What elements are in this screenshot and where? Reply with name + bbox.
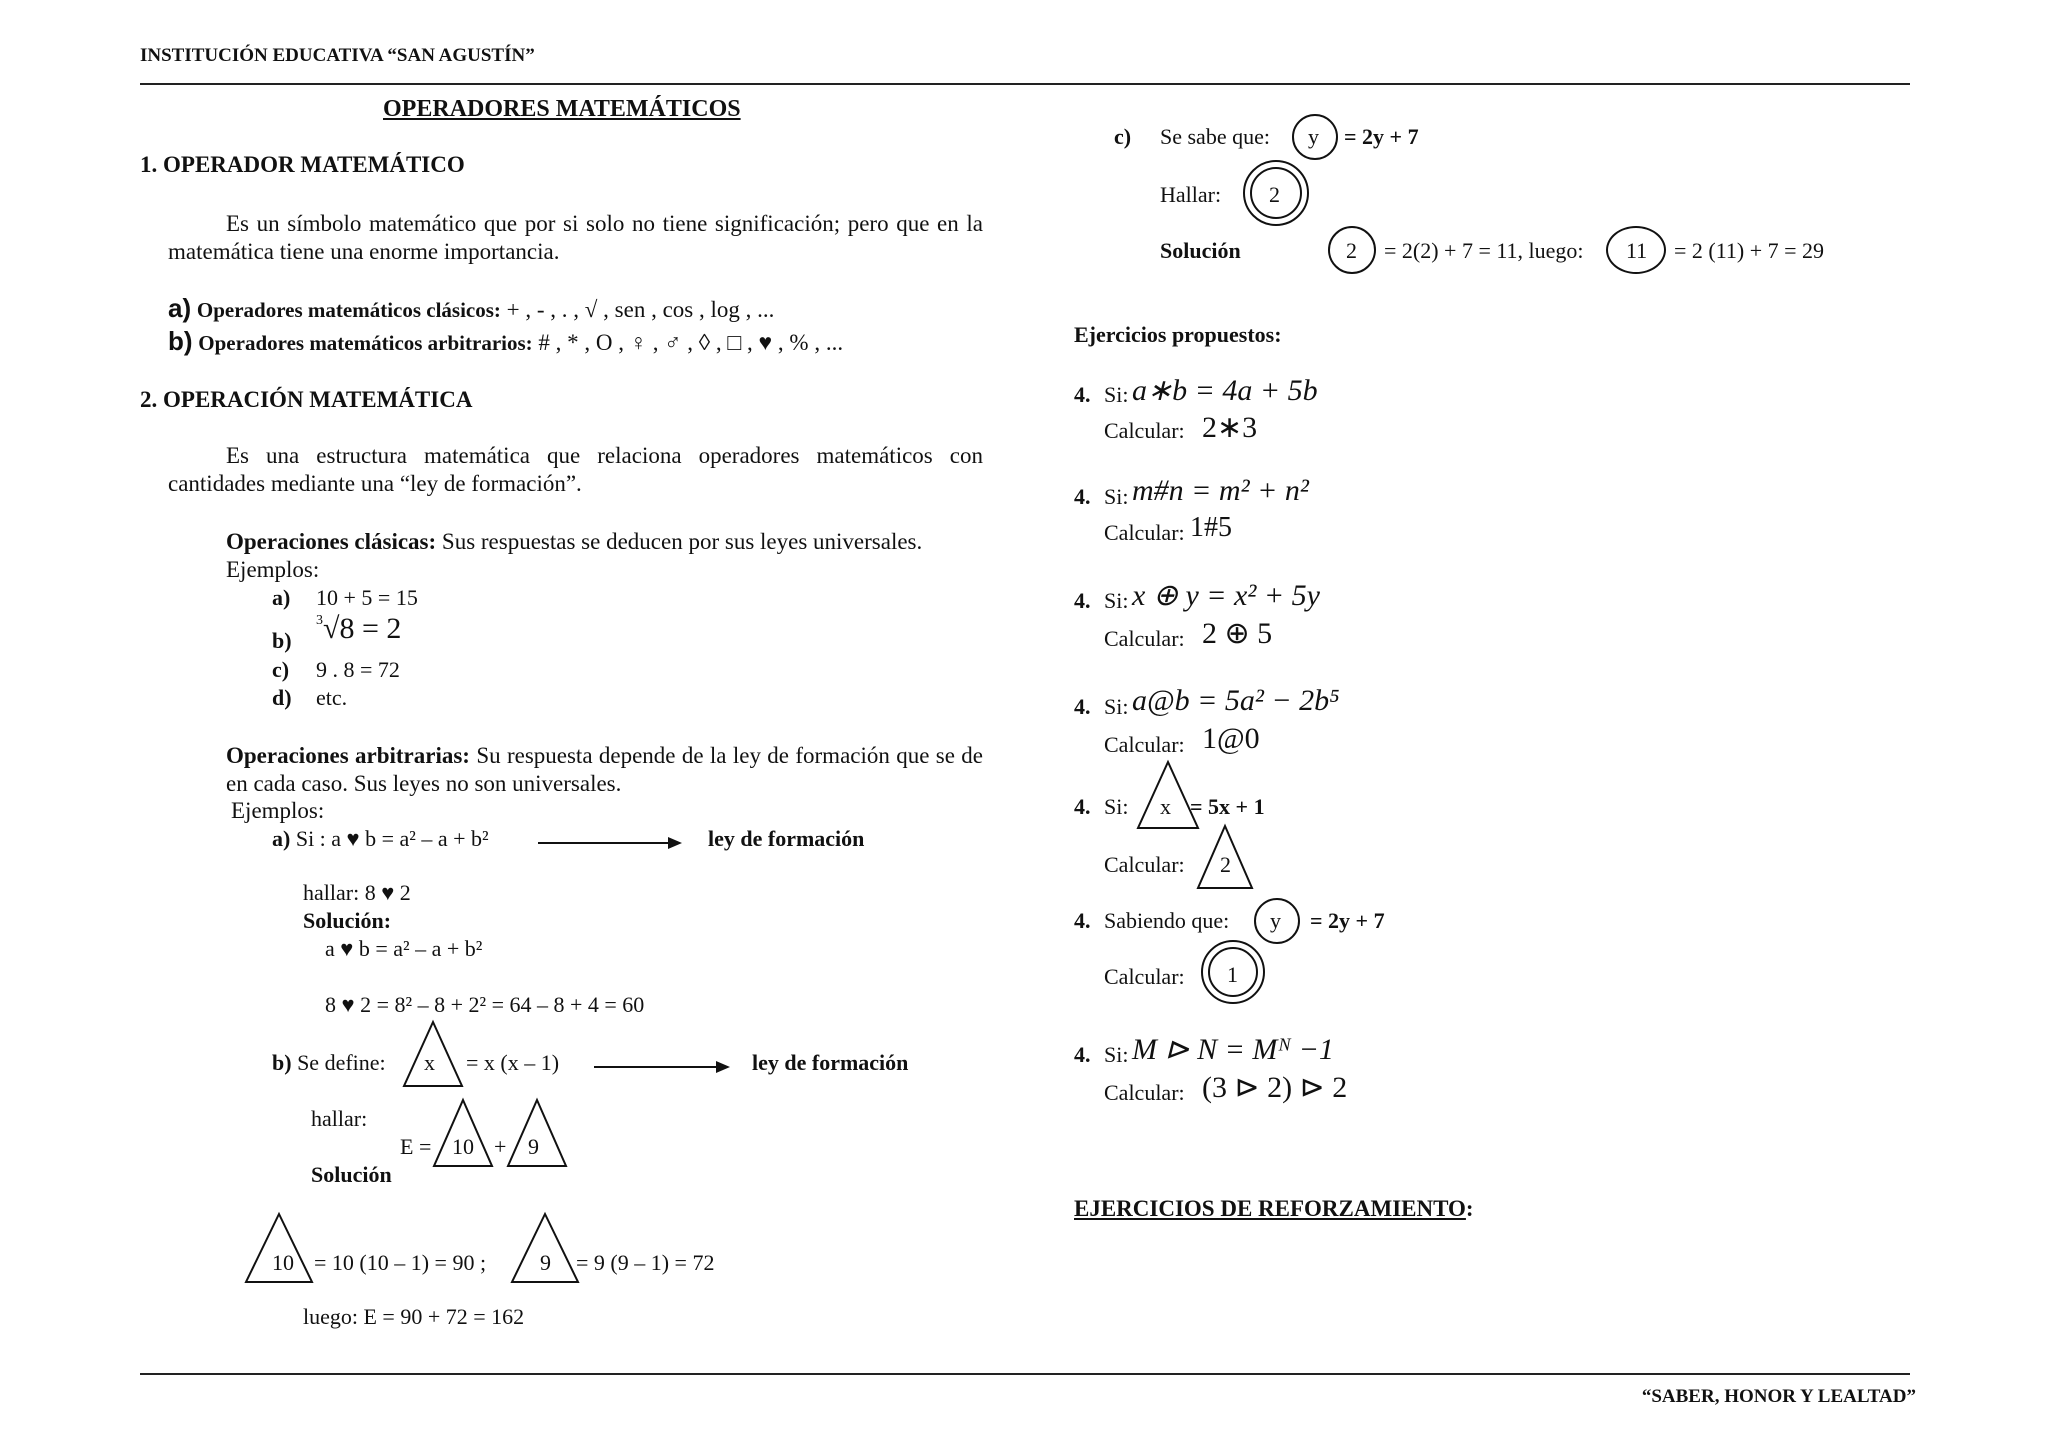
exercise-5-calc-n: 2: [1220, 852, 1231, 877]
exercise-3-definition: x ⊕ y = x² + 5y: [1132, 579, 1320, 612]
arrow-1-head-icon: [668, 837, 682, 849]
exercise-7-if: Si:: [1104, 1042, 1129, 1067]
law-label-2: ley de formación: [752, 1050, 909, 1075]
exercise-2-number: 4.: [1074, 484, 1091, 509]
example-b-cube-root: [316, 612, 401, 646]
e-equals: E =: [400, 1134, 432, 1159]
footer-motto: “SABER, HONOR Y LEALTAD”: [1641, 1386, 1916, 1407]
exercise-6-number: 4.: [1074, 908, 1091, 933]
exercise-1-calc-label: Calcular:: [1104, 418, 1185, 443]
arbitrary-operators-line: [168, 326, 843, 357]
institution-header: INSTITUCIÓN EDUCATIVA “SAN AGUSTÍN”: [140, 45, 535, 66]
solution-1-line-2: 8 ♥ 2 = 8² – 8 + 2² = 64 – 8 + 4 = 60: [325, 992, 645, 1017]
find-triangles: hallar:: [311, 1106, 368, 1131]
solution-triangle-10-label: 10: [272, 1250, 294, 1275]
classic-operations-text: Sus respuestas se deducen por sus leyes universales.: [436, 529, 923, 554]
classic-operators-line: [168, 293, 774, 324]
exercise-1-if: Si:: [1104, 382, 1129, 407]
section-2-heading: 2. OPERACIÓN MATEMÁTICA: [140, 387, 473, 412]
circle-definition-rhs: = 2y + 7: [1344, 124, 1419, 149]
solution-2-result-10: = 10 (10 – 1) = 90 ;: [314, 1250, 487, 1275]
example-d-letter: d): [272, 685, 292, 710]
item-letter-a: a): [168, 293, 192, 323]
example-a-letter: a): [272, 585, 291, 610]
solution-triangle-9-label: 9: [540, 1250, 551, 1275]
exercise-7-number: 4.: [1074, 1042, 1091, 1067]
triangle-9-label: 9: [528, 1134, 539, 1159]
examples-label-1: Ejemplos:: [226, 557, 320, 582]
exercise-5-calc-label: Calcular:: [1104, 852, 1185, 877]
example-d: etc.: [316, 685, 348, 710]
double-circle-2-label: 2: [1269, 182, 1280, 207]
examples-label-2: Ejemplos:: [231, 798, 325, 823]
example-triangle-text: Se define:: [291, 1050, 386, 1075]
reinforcement-title: [1074, 1196, 1474, 1222]
triangle-definition-rhs: = x (x – 1): [466, 1050, 560, 1075]
arrow-2-line: [594, 1066, 718, 1068]
exercise-1-definition: a∗b = 4a + 5b: [1132, 374, 1318, 407]
circle-y-label: y: [1308, 124, 1319, 149]
arbitrary-operators-list: # , * , O , ♀ , ♂ , ◊ , □ , ♥ , % , ...: [532, 330, 844, 355]
exercise-5-number: 4.: [1074, 794, 1091, 819]
exercise-3-if: Si:: [1104, 588, 1129, 613]
solution-label-2: Solución: [311, 1162, 392, 1187]
arrow-2-head-icon: [716, 1061, 730, 1073]
exercise-1-calc: 2∗3: [1202, 411, 1258, 444]
arbitrary-operations-label: Operaciones arbitrarias:: [226, 743, 470, 768]
classic-operators-list: + , - , . , √ , sen , cos , log , ...: [500, 297, 775, 322]
find-label: Hallar:: [1160, 182, 1222, 207]
solution-label-1: Solución:: [303, 908, 392, 933]
section-2-paragraph: Es una estructura matemática que relaciona operadores matemáticos con cantidades mediante una “ley de formación”.: [168, 443, 983, 496]
exercise-6-circle-y: y: [1270, 908, 1281, 933]
arbitrary-operators-label: Operadores matemáticos arbitrarios:: [198, 331, 533, 355]
final-result: luego: E = 90 + 72 = 162: [303, 1304, 525, 1329]
header-rule: [140, 83, 1910, 85]
exercise-4-calc-label: Calcular:: [1104, 732, 1185, 757]
arbitrary-operations-paragraph: [226, 742, 983, 798]
law-label-1: ley de formación: [708, 826, 865, 851]
exercise-4-calc: 1@0: [1202, 722, 1260, 755]
reinforcement-title-text: EJERCICIOS DE REFORZAMIENTO: [1074, 1196, 1466, 1221]
example-b: 8 = 2: [339, 612, 402, 645]
proposed-exercises-title: Ejercicios propuestos:: [1074, 322, 1282, 347]
solution-2-result-9: = 9 (9 – 1) = 72: [576, 1250, 715, 1275]
exercise-2-if: Si:: [1104, 484, 1129, 509]
exercise-6-calc-label: Calcular:: [1104, 964, 1185, 989]
exercise-7-calc: (3 ⊳ 2) ⊳ 2: [1202, 1071, 1348, 1104]
example-heart-text: Si : a ♥ b = a² – a + b²: [290, 826, 489, 851]
circle-11-label: 11: [1626, 238, 1648, 263]
example-c: 9 . 8 = 72: [316, 657, 400, 682]
exercise-7-definition: M ⊳ N = Mᴺ −1: [1132, 1033, 1334, 1066]
circle-2-label: 2: [1346, 238, 1357, 263]
example-c-letter: c): [272, 657, 290, 682]
example-heart-letter: a): [272, 826, 291, 851]
exercise-4-number: 4.: [1074, 694, 1091, 719]
exercise-2-calc: 1#5: [1190, 512, 1232, 543]
exercise-1-number: 4.: [1074, 382, 1091, 407]
section-1-paragraph: Es un símbolo matemático que por si solo no tiene significación; pero que en la matemática tiene una enorme importancia.: [168, 211, 983, 264]
exercise-5-if: Si:: [1104, 794, 1129, 819]
exercise-6-rhs: = 2y + 7: [1310, 908, 1385, 933]
find-heart: hallar: 8 ♥ 2: [303, 880, 411, 905]
exercise-5-rhs: = 5x + 1: [1190, 794, 1265, 819]
arbitrary-operations-text: Su respuesta depende de la ley de formación que se de en cada caso. Sus leyes no son universales.: [226, 743, 983, 796]
arrow-1-line: [538, 842, 670, 844]
triangle-10-label: 10: [452, 1134, 474, 1159]
exercise-3-calc: 2 ⊕ 5: [1202, 617, 1273, 650]
solution-right-middle: = 2(2) + 7 = 11, luego:: [1384, 238, 1584, 263]
exercise-4-definition: a@b = 5a² − 2b⁵: [1132, 684, 1340, 717]
plus-sign: +: [494, 1134, 507, 1159]
radical-icon: √: [323, 612, 340, 645]
example-triangle-definition: [272, 1050, 386, 1076]
solution-label-right: Solución: [1160, 238, 1241, 263]
triangle-x-label: x: [424, 1050, 435, 1075]
example-a: 10 + 5 = 15: [316, 585, 418, 610]
classic-operations-label: Operaciones clásicas:: [226, 529, 437, 554]
known-that-label: Se sabe que:: [1160, 124, 1270, 149]
item-letter-b: b): [168, 326, 193, 356]
exercise-7-calc-label: Calcular:: [1104, 1080, 1185, 1105]
section-1-heading: 1. OPERADOR MATEMÁTICO: [140, 152, 465, 177]
exercise-6-calc-n: 1: [1227, 962, 1238, 987]
exercise-6-text: Sabiendo que:: [1104, 908, 1230, 933]
exercise-2-definition: m#n = m² + n²: [1132, 474, 1309, 507]
exercise-2-calc-label: Calcular:: [1104, 520, 1185, 545]
page-title: OPERADORES MATEMÁTICOS: [383, 96, 741, 122]
example-triangle-letter: b): [272, 1050, 292, 1075]
reinforcement-title-colon: :: [1465, 1196, 1474, 1221]
example-c-right-letter: c): [1114, 124, 1132, 149]
exercise-3-number: 4.: [1074, 588, 1091, 613]
example-heart-definition: [272, 826, 489, 852]
root-index: 3: [316, 613, 323, 628]
solution-1-line-1: a ♥ b = a² – a + b²: [325, 936, 483, 961]
footer-rule: [140, 1373, 1910, 1375]
exercise-3-calc-label: Calcular:: [1104, 626, 1185, 651]
exercise-5-triangle-x: x: [1160, 794, 1171, 819]
example-b-letter: b): [272, 628, 292, 653]
classic-operators-label: Operadores matemáticos clásicos:: [196, 298, 501, 322]
classic-operations-line: [226, 529, 922, 555]
exercise-4-if: Si:: [1104, 694, 1129, 719]
solution-right-end: = 2 (11) + 7 = 29: [1674, 238, 1825, 263]
